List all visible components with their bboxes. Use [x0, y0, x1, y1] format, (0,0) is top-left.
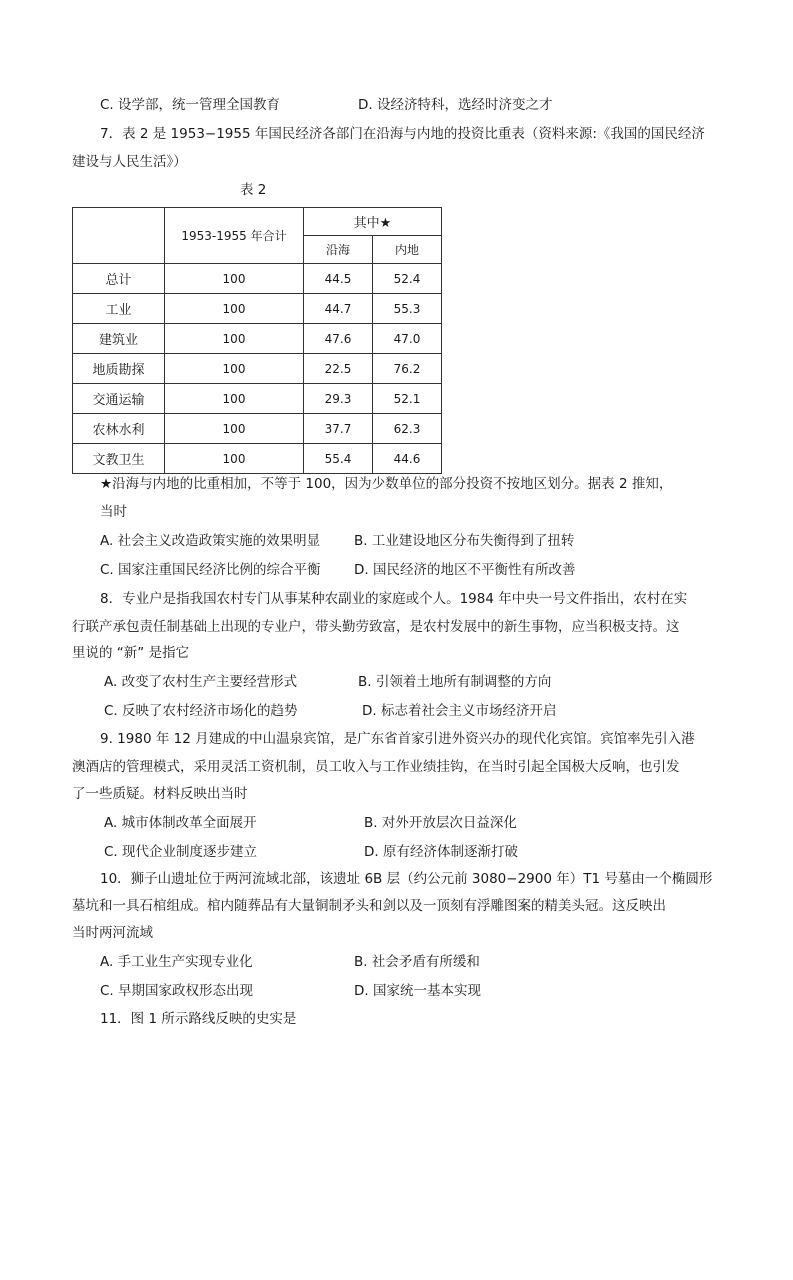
table-row — [73, 324, 442, 354]
total-cell: 100 — [165, 324, 304, 354]
table-row — [73, 354, 442, 384]
q7-note-line-2: 当时 — [100, 504, 127, 520]
q10-option-d: D. 国家统一基本实现 — [354, 983, 481, 999]
q7-stem-line-2: 建设与人民生活》） — [72, 154, 187, 170]
q8-stem-line-1: 8．专业户是指我国农村专门从事某种农副业的家庭或个人。1984 年中央一号文件指出，农村在实 — [100, 591, 688, 607]
q9-stem-line-2: 澳酒店的管理模式，采用灵活工资机制，员工收入与工作业绩挂钩，在当时引起全国极大反响，也引发 — [72, 759, 680, 775]
total-cell: 100 — [165, 414, 304, 444]
header-total: 1953-1955 年合计 — [165, 208, 304, 264]
coast-cell: 44.7 — [304, 294, 373, 324]
table-row — [73, 384, 442, 414]
q11-stem-line-1: 11．图 1 所示路线反映的史实是 — [100, 1011, 297, 1027]
coast-cell: 47.6 — [304, 324, 373, 354]
q7-option-d: D. 国民经济的地区不平衡性有所改善 — [354, 562, 576, 578]
sector-cell: 文教卫生 — [73, 444, 165, 474]
table-row — [73, 414, 442, 444]
total-cell: 100 — [165, 264, 304, 294]
q8-option-b: B. 引领着土地所有制调整的方向 — [358, 674, 552, 690]
q7-note-line-1: ★沿海与内地的比重相加，不等于 100，因为少数单位的部分投资不按地区划分。据表 2 推知， — [100, 476, 673, 492]
q10-stem-line-1: 10．狮子山遗址位于两河流域北部，该遗址 6B 层（约公元前 3080−2900 年）T1 号墓由一个椭圆形 — [100, 871, 713, 887]
q10-option-b: B. 社会矛盾有所缓和 — [354, 954, 480, 970]
header-group: 其中★ — [304, 208, 442, 236]
inland-cell: 47.0 — [373, 324, 442, 354]
total-cell: 100 — [165, 444, 304, 474]
coast-cell: 44.5 — [304, 264, 373, 294]
investment-table — [72, 207, 442, 474]
header-inland: 内地 — [373, 236, 442, 264]
inland-cell: 76.2 — [373, 354, 442, 384]
q9-option-b: B. 对外开放层次日益深化 — [364, 815, 517, 831]
sector-cell: 农林水利 — [73, 414, 165, 444]
table-corner-cell — [73, 208, 165, 264]
inland-cell: 55.3 — [373, 294, 442, 324]
q7-option-b: B. 工业建设地区分布失衡得到了扭转 — [354, 533, 575, 549]
q7-stem-line-1: 7．表 2 是 1953−1955 年国民经济各部门在沿海与内地的投资比重表（资料来源:《我国的国民经济 — [100, 126, 705, 142]
q10-option-c: C. 早期国家政权形态出现 — [100, 983, 254, 999]
q7-option-a: A. 社会主义改造政策实施的效果明显 — [100, 533, 321, 549]
inland-cell: 62.3 — [373, 414, 442, 444]
q10-stem-line-2: 墓坑和一具石棺组成。棺内随葬品有大量铜制矛头和剑以及一顶刻有浮雕图案的精美头冠。这反映出 — [72, 898, 666, 914]
table-row — [73, 264, 442, 294]
q9-stem-line-1: 9. 1980 年 12 月建成的中山温泉宾馆，是广东省首家引进外资兴办的现代化宾馆。宾馆率先引入港 — [100, 731, 695, 747]
q6-option-d: D. 设经济特科，选经时济变之才 — [358, 97, 553, 113]
q6-option-c: C. 设学部，统一管理全国教育 — [100, 97, 281, 113]
sector-cell: 建筑业 — [73, 324, 165, 354]
coast-cell: 55.4 — [304, 444, 373, 474]
table-caption: 表 2 — [240, 182, 267, 198]
q10-option-a: A. 手工业生产实现专业化 — [100, 954, 253, 970]
table-row — [73, 444, 442, 474]
coast-cell: 37.7 — [304, 414, 373, 444]
total-cell: 100 — [165, 354, 304, 384]
q9-option-d: D. 原有经济体制逐渐打破 — [364, 844, 518, 860]
inland-cell: 44.6 — [373, 444, 442, 474]
table-row — [73, 294, 442, 324]
sector-cell: 交通运输 — [73, 384, 165, 414]
q8-option-d: D. 标志着社会主义市场经济开启 — [362, 703, 557, 719]
sector-cell: 地质勘探 — [73, 354, 165, 384]
q9-option-c: C. 现代企业制度逐步建立 — [104, 844, 258, 860]
sector-cell: 工业 — [73, 294, 165, 324]
q7-option-c: C. 国家注重国民经济比例的综合平衡 — [100, 562, 321, 578]
q9-stem-line-3: 了一些质疑。材料反映出当时 — [72, 786, 248, 802]
coast-cell: 22.5 — [304, 354, 373, 384]
sector-cell: 总计 — [73, 264, 165, 294]
q8-stem-line-2: 行联产承包责任制基础上出现的专业户，带头勤劳致富，是农村发展中的新生事物，应当积极支持。这 — [72, 619, 680, 635]
q8-option-c: C. 反映了农村经济市场化的趋势 — [104, 703, 298, 719]
total-cell: 100 — [165, 294, 304, 324]
inland-cell: 52.1 — [373, 384, 442, 414]
q10-stem-line-3: 当时两河流域 — [72, 925, 153, 941]
header-coast: 沿海 — [304, 236, 373, 264]
total-cell: 100 — [165, 384, 304, 414]
coast-cell: 29.3 — [304, 384, 373, 414]
q8-stem-line-3: 里说的 “新” 是指它 — [72, 645, 190, 661]
q9-option-a: A. 城市体制改革全面展开 — [104, 815, 257, 831]
q8-option-a: A. 改变了农村生产主要经营形式 — [104, 674, 298, 690]
inland-cell: 52.4 — [373, 264, 442, 294]
